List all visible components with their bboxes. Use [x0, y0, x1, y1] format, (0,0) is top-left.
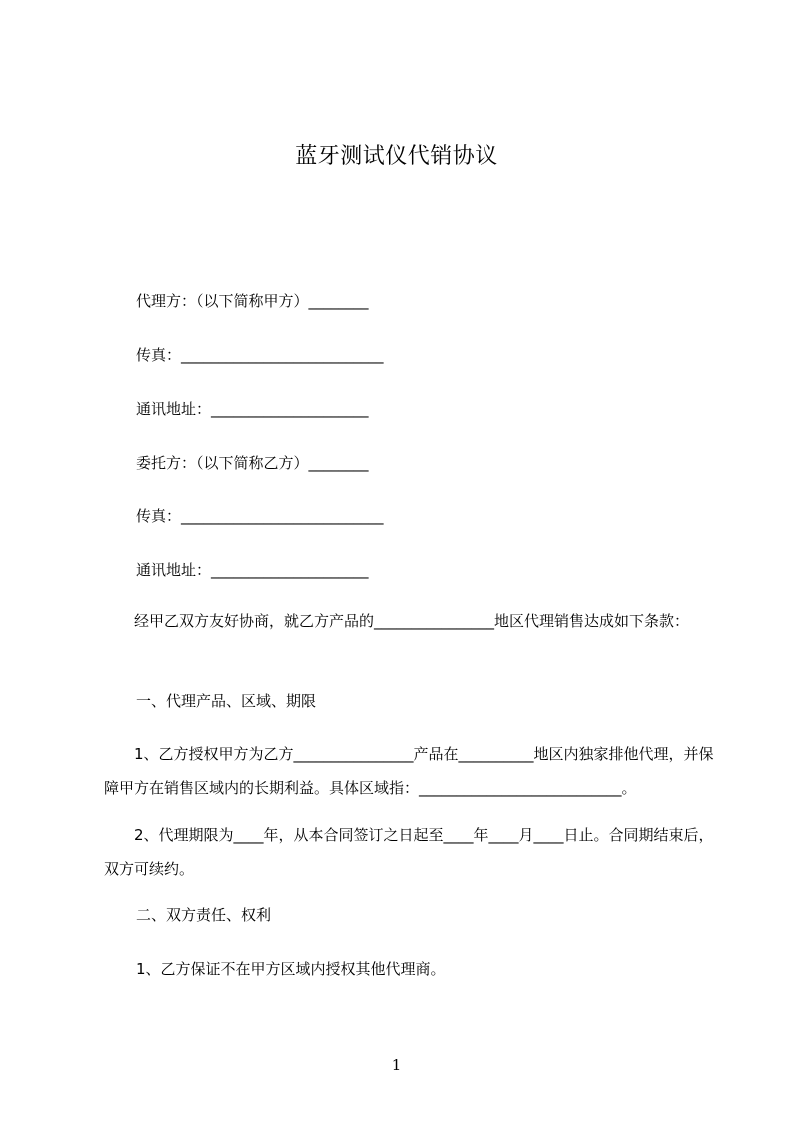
section-2-item-1: 1、乙方保证不在甲方区域内授权其他代理商。	[136, 960, 446, 978]
agent-fax-line: 传真：___________________________	[136, 346, 384, 364]
principal-fax-line: 传真：___________________________	[136, 507, 384, 525]
agent-address-line: 通讯地址：_____________________	[136, 400, 369, 418]
section-1-heading: 一、代理产品、区域、期限	[136, 692, 317, 710]
principal-party-line: 委托方：（以下简称乙方）________	[136, 454, 369, 472]
agent-party-line: 代理方：（以下简称甲方）________	[136, 292, 369, 310]
document-title: 蓝牙测试仪代销协议	[295, 144, 498, 169]
section-1-item-2: 2、代理期限为____年，从本合同签订之日起至____年____月____日止。合同期结束后，双方可续约。	[104, 826, 714, 878]
section-2-heading: 二、双方责任、权利	[136, 906, 272, 924]
page-number: 1	[391, 1056, 402, 1074]
intro-paragraph: 经甲乙双方友好协商，就乙方产品的________________地区代理销售达成如下条款：	[134, 612, 690, 630]
section-1-item-1: 1、乙方授权甲方为乙方________________产品在__________地区内独家排他代理，并保障甲方在销售区域内的长期利益。具体区域指：___________________________。	[104, 745, 714, 797]
principal-address-line: 通讯地址：_____________________	[136, 561, 369, 579]
